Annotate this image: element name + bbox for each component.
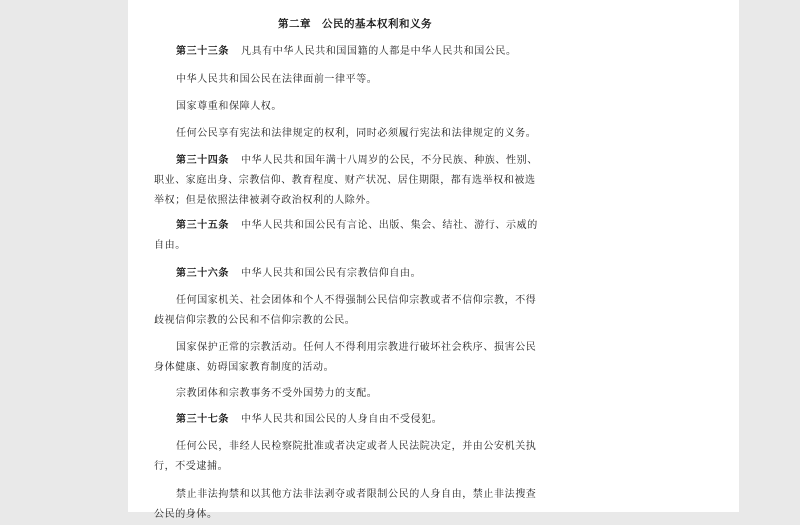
paragraph-text: 中华人民共和国公民在法律面前一律平等。 [176, 74, 378, 85]
article-number: 第三十七条 [176, 414, 229, 425]
paragraph [154, 124, 544, 144]
paragraph-text: 国家尊重和保障人权。 [176, 101, 282, 112]
paragraph-text: 中华人民共和国年满十八周岁的公民，不分民族、种族、性别、职业、家庭出身、宗教信仰、教育程度、财产状况、居住期限，都有选举权和被选举权；但是依照法律被剥夺政治权利的人除外。 [154, 155, 538, 206]
paragraph-text: 中华人民共和国公民的人身自由不受侵犯。 [241, 414, 443, 425]
article-number: 第三十四条 [176, 155, 229, 166]
paragraph-text: 禁止非法拘禁和以其他方法非法剥夺或者限制公民的人身自由，禁止非法搜查公民的身体。 [154, 489, 537, 520]
paragraph [154, 338, 544, 378]
article-number: 第三十五条 [176, 220, 229, 231]
paragraph-text: 凡具有中华人民共和国国籍的人都是中华人民共和国公民。 [241, 46, 517, 57]
paragraph [154, 437, 544, 477]
document-page [128, 0, 739, 520]
paragraph [154, 70, 544, 90]
paragraph-text: 任何公民，非经人民检察院批准或者决定或者人民法院决定，并由公安机关执行，不受逮捕。 [154, 441, 537, 472]
paragraph [154, 216, 544, 256]
paragraph [154, 42, 544, 62]
paragraph-text: 任何公民享有宪法和法律规定的权利，同时必须履行宪法和法律规定的义务。 [176, 128, 537, 139]
paragraph [154, 485, 544, 525]
chapter-title: 第二章 公民的基本权利和义务 [278, 18, 432, 30]
paragraph [154, 151, 544, 211]
paragraph-text: 中华人民共和国公民有宗教信仰自由。 [241, 268, 422, 279]
paragraph-text: 任何国家机关、社会团体和个人不得强制公民信仰宗教或者不信仰宗教，不得歧视信仰宗教的公民和不信仰宗教的公民。 [154, 295, 537, 326]
paragraph-text: 国家保护正常的宗教活动。任何人不得利用宗教进行破坏社会秩序、损害公民身体健康、妨碍国家教育制度的活动。 [154, 342, 537, 373]
paragraph [154, 264, 544, 284]
paragraph [154, 97, 544, 117]
article-number: 第三十三条 [176, 46, 229, 57]
paragraph [154, 291, 544, 331]
paragraph [154, 384, 544, 404]
paragraph-text: 中华人民共和国公民有言论、出版、集会、结社、游行、示威的自由。 [154, 220, 538, 251]
paragraph-text: 宗教团体和宗教事务不受外国势力的支配。 [176, 388, 378, 399]
paragraph [154, 410, 544, 430]
article-number: 第三十六条 [176, 268, 229, 279]
